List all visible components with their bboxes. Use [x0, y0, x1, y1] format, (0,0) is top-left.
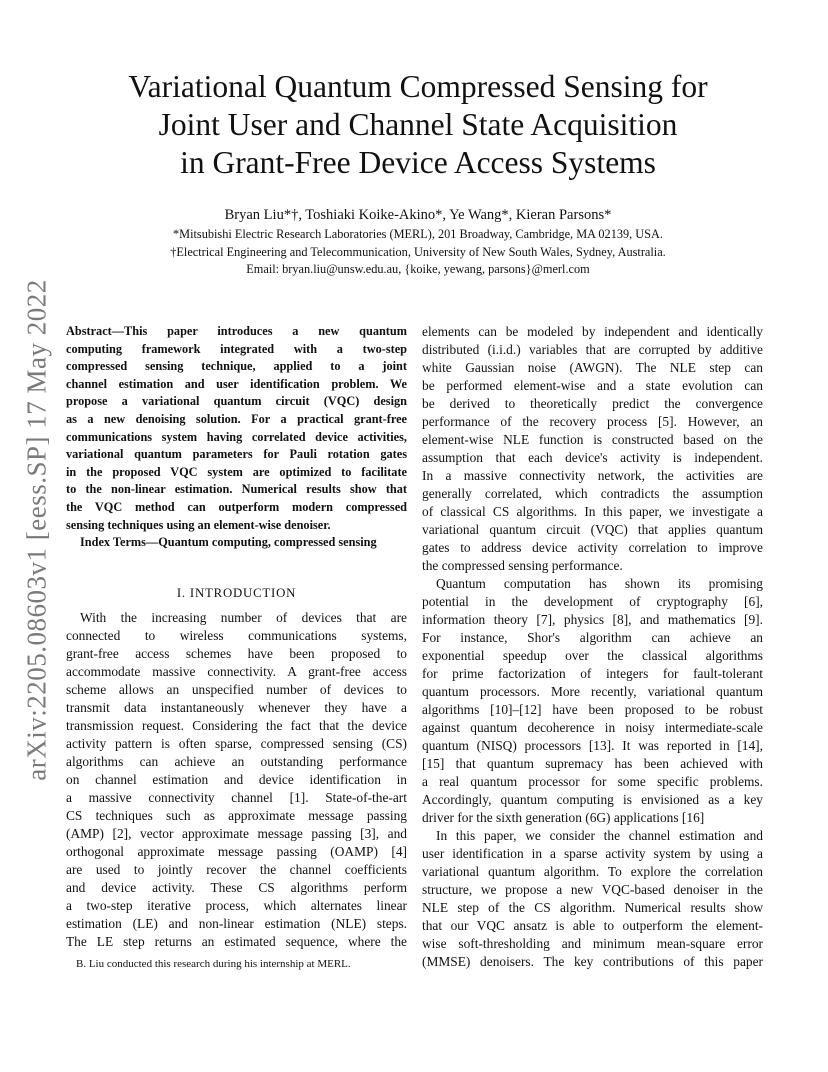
abstract-line: as a new denoising solution. For a practical grant-free	[66, 411, 407, 426]
arxiv-sidebar	[22, 270, 52, 790]
intro-line: on channel estimation and device identification in	[66, 771, 407, 787]
paragraph	[422, 323, 763, 575]
text-line: the compressed sensing performance.	[422, 558, 623, 573]
text-line: wise soft-thresholding and minimum mean-square error	[422, 936, 763, 951]
text-line: variational quantum algorithm. To explore the correlation	[422, 864, 763, 879]
abstract-line: the VQC method can outperform modern compressed	[66, 499, 407, 514]
abstract-line: in the proposed VQC system are optimized to facilitate	[66, 464, 407, 479]
text-line: For instance, Shor's algorithm can achieve an	[422, 630, 763, 645]
text-line: (MMSE) denoisers. The key contributions of this paper	[422, 954, 763, 969]
abstract-line: sensing techniques using an element-wise denoiser.	[66, 517, 331, 532]
abstract-line: channel estimation and user identification problem. We	[66, 376, 407, 391]
arxiv-identifier: arXiv:2205.08603v1 [eess.SP] 17 May 2022	[21, 279, 52, 781]
intro-line: (AMP) [2], vector approximate message passing [3], and	[66, 825, 407, 841]
text-line: In this paper, we consider the channel estimation and	[436, 828, 763, 843]
text-line: for prime factorization of integers for fault-tolerant	[422, 666, 763, 681]
affiliation-merl: *Mitsubishi Electric Research Laboratories (MERL), 201 Broadway, Cambridge, MA 02139, USA.	[173, 227, 663, 241]
intro-line: scheme allows an unspecified number of devices to	[66, 681, 407, 697]
text-line: of classical CS algorithms. In this paper, we investigate a	[422, 504, 763, 519]
text-line: assumption that each device's activity is independent.	[422, 450, 763, 465]
contact-email: Email: bryan.liu@unsw.edu.au, {koike, yewang, parsons}@merl.com	[246, 262, 590, 276]
intro-line: a massive connectivity channel [1]. State-of-the-art	[66, 789, 407, 805]
intro-line: activity pattern is often sparse, compressed sensing (CS)	[66, 735, 407, 751]
intro-line: CS techniques such as approximate message passing	[66, 807, 407, 823]
text-line: structure, we propose a new VQC-based denoiser in the	[422, 882, 763, 897]
intro-line: are used to jointly recover the channel coefficients	[66, 861, 407, 877]
text-line: algorithms [10]–[12] have been proposed to be robust	[422, 702, 763, 717]
intro-line: transmit data instantaneously whenever they have a	[66, 699, 407, 715]
paragraph	[422, 827, 763, 971]
affiliation-unsw: †Electrical Engineering and Telecommunication, University of New South Wales, Sydney, Australia.	[170, 244, 666, 259]
intro-line: algorithms can achieve an outstanding performance	[66, 753, 407, 769]
text-line: Accordingly, quantum computing is envisioned as a key	[422, 792, 763, 807]
text-line: quantum processors. More recently, variational quantum	[422, 684, 763, 699]
text-line: be derived to theoretically predict the convergence	[422, 396, 763, 411]
paper-title	[80, 68, 756, 182]
intro-line: grant-free access schemes have been proposed to	[66, 645, 407, 661]
title-line: in Grant-Free Device Access Systems	[180, 145, 656, 180]
left-column	[66, 323, 407, 951]
abstract-line: Abstract—This paper introduces a new quantum	[66, 324, 407, 338]
right-column	[422, 323, 763, 971]
text-line: that our VQC ansatz is able to outperform the element-	[422, 918, 763, 933]
index-terms: Index Terms—Quantum computing, compressed sensing	[80, 535, 377, 550]
intro-line: and device activity. These CS algorithms perform	[66, 879, 407, 895]
text-line: be performed element-wise and a state evolution can	[422, 378, 763, 393]
text-line: quantum (NISQ) processors [13]. It was reported in [14],	[422, 738, 763, 753]
introduction-paragraph	[66, 609, 407, 951]
text-line: NLE step of the CS algorithm. Numerical results show	[422, 900, 763, 915]
text-line: a real quantum processor for some specific problems.	[422, 774, 763, 789]
intro-line: estimation (LE) and non-linear estimation (NLE) steps.	[66, 915, 407, 931]
text-line: exponential speedup over the classical algorithms	[422, 648, 763, 663]
text-line: user identification in a sparse activity system by using a	[422, 846, 763, 861]
intro-line: connected to wireless communications systems,	[66, 627, 407, 643]
text-line: potential in the development of cryptography [6],	[422, 594, 763, 609]
abstract-line: computing framework integrated with a two-step	[66, 341, 407, 356]
abstract-line: variational quantum parameters for Pauli rotation gates	[66, 447, 407, 462]
text-line: generally correlated, which contradicts the assumption	[422, 486, 763, 501]
text-line: against quantum decoherence in noisy intermediate-scale	[422, 720, 763, 735]
paragraph	[422, 575, 763, 827]
abstract-line: compressed sensing technique, applied to a joint	[66, 359, 407, 374]
text-line: performance of the recovery process [5]. However, an	[422, 414, 763, 429]
text-line: Quantum computation has shown its promising	[436, 576, 763, 591]
intro-line: transmission request. Considering the fact that the device	[66, 717, 407, 733]
text-line: element-wise NLE function is constructed based on the	[422, 432, 763, 447]
text-line: elements can be modeled by independent and identically	[422, 324, 763, 339]
affiliations	[80, 226, 756, 279]
abstract	[66, 323, 407, 552]
text-line: variational quantum circuit (VQC) that applies quantum	[422, 522, 763, 537]
author-list: Bryan Liu*†, Toshiaki Koike-Akino*, Ye Wang*, Kieran Parsons*	[224, 207, 612, 223]
intro-line: accommodate massive connectivity. A grant-free access	[66, 663, 407, 679]
abstract-line: to the non-linear estimation. Numerical results show that	[66, 482, 407, 497]
text-line: driver for the sixth generation (6G) applications [16]	[422, 810, 705, 825]
text-line: In a massive connectivity network, the activities are	[422, 468, 763, 483]
text-line: [15] that quantum supremacy has been achieved with	[422, 756, 763, 771]
title-line: Joint User and Channel State Acquisition	[158, 107, 678, 142]
text-line: white Gaussian noise (AWGN). The NLE step can	[422, 360, 763, 375]
abstract-line: communications system having correlated device activities,	[66, 429, 407, 444]
text-line: gates to address device activity correlation to improve	[422, 540, 763, 555]
intro-line: orthogonal approximate message passing (OAMP) [4]	[66, 843, 407, 859]
footnote: B. Liu conducted this research during his internship at MERL.	[76, 958, 351, 970]
text-line: distributed (i.i.d.) variables that are corrupted by additive	[422, 342, 763, 357]
intro-line: With the increasing number of devices that are	[80, 609, 407, 625]
section-heading-introduction: I. INTRODUCTION	[176, 585, 297, 600]
intro-line: The LE step returns an estimated sequence, where the	[66, 933, 407, 949]
intro-line: a two-step iterative process, which alternates linear	[66, 897, 407, 913]
abstract-line: propose a variational quantum circuit (VQC) design	[66, 394, 407, 409]
title-line: Variational Quantum Compressed Sensing for	[128, 69, 708, 104]
text-line: information theory [7], physics [8], and mathematics [9].	[422, 612, 763, 627]
